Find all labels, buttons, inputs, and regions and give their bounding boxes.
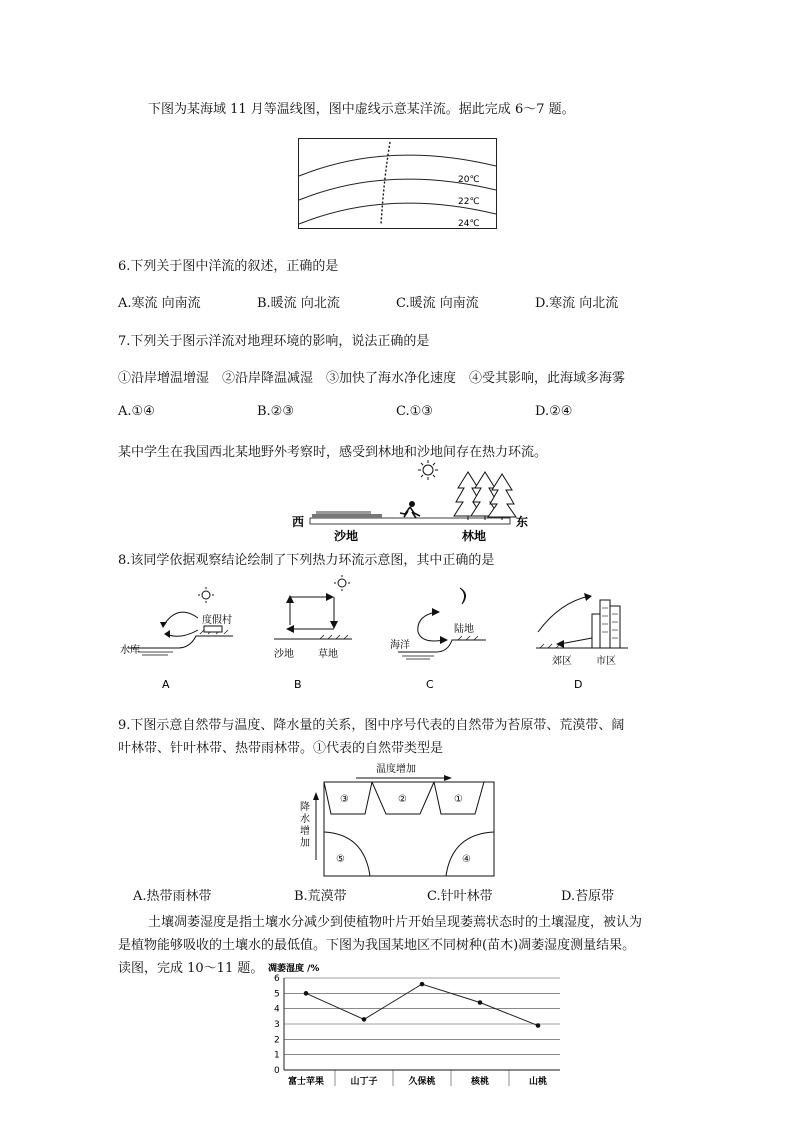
precip-label-4: 加 [300,838,310,849]
west-label: 西 [292,515,305,529]
east-label: 东 [516,515,529,529]
chart-ytick-label: 4 [274,1004,280,1015]
chart-data-point [536,1023,541,1028]
zone-3: ③ [340,794,349,805]
q9-option-b[interactable]: B.荒漠带 [294,889,347,904]
moon-icon [460,588,466,604]
q7-option-a[interactable]: A.①④ [118,404,155,419]
fig-a-right-label: 度假村 [202,615,232,626]
chart-ytick-label: 3 [274,1020,280,1030]
q9-option-d[interactable]: D.苔原带 [561,889,615,904]
sun-icon [418,460,438,480]
q6-option-a[interactable]: A.寒流 向南流 [118,296,201,311]
fig-b-letter: B [294,678,302,691]
chart-xtick-label: 山桃 [528,1077,548,1087]
fig-d-left-label: 郊区 [552,656,572,667]
q8-figure-d[interactable] [532,592,632,693]
fig-b-left-label: 沙地 [274,649,294,660]
fig-d-right-label: 市区 [596,656,616,667]
fig-c-left-label: 海洋 [390,640,410,651]
precip-label-1: 降 [300,802,310,813]
sand-label: 沙地 [334,529,359,543]
intro-paragraph-3-line-1: 土壤凋萎湿度是指土壤水分减少到使植物叶片开始呈现萎蔫状态时的土壤湿度，被认为 [148,915,643,930]
zone-5: ⑤ [336,854,345,865]
sun-icon [334,575,350,591]
q6-option-b[interactable]: B.暖流 向北流 [257,296,340,311]
chart-data-point [304,991,309,996]
q8-figure-c[interactable] [388,582,498,693]
chart-ylabel: 凋萎湿度 /% [268,964,320,974]
chart-data-point [362,1017,367,1022]
fig-c-right-label: 陆地 [454,624,474,635]
chart-ytick-label: 1 [274,1050,280,1061]
intro-paragraph-1: 下图为某海域 11 月等温线图，图中虚线示意某洋流。据此完成 6～7 题。 [148,102,575,117]
q6-stem: 6.下列关于图中洋流的叙述，正确的是 [118,259,339,274]
q7-option-b[interactable]: B.②③ [257,404,294,419]
q8-figure-b[interactable] [270,575,370,693]
q7-option-c[interactable]: C.①③ [396,404,433,419]
chart-xtick-label: 核桃 [470,1077,490,1087]
q9-stem-line-1: 9.下图示意自然带与温度、降水量的关系，图中序号代表的自然带为苔原带、荒漠带、阔 [118,718,625,733]
fig-a-letter: A [162,678,170,691]
fig-b-right-label: 草地 [318,649,338,660]
student-runner-icon [400,501,420,518]
forest-trees-icon [454,472,516,520]
zone-2: ② [398,794,407,805]
q7-statements: ①沿岸增温增湿 ②沿岸降温减湿 ③加快了海水净化速度 ④受其影响，此海域多海雾 [118,371,626,386]
isotherm-label-24: 24℃ [458,219,480,229]
chart-ytick-label: 6 [274,974,280,984]
sand-texture [312,511,382,518]
q7-stem: 7.下列关于图示洋流对地理环境的影响，说法正确的是 [118,334,430,349]
wilting-humidity-chart [260,958,570,1088]
precip-label-2: 水 [300,814,310,825]
fig-a-left-label: 水库 [120,645,140,656]
q9-option-a[interactable]: A.热带雨林带 [133,889,212,904]
temp-axis-label: 温度增加 [376,764,416,775]
q6-option-d[interactable]: D.寒流 向北流 [535,296,619,311]
chart-ytick-label: 2 [274,1035,280,1046]
natural-zones-figure [298,760,498,880]
q8-figure-a[interactable] [118,588,248,693]
intro-paragraph-3-line-3: 读图，完成 10～11 题。 [118,961,264,976]
chart-ytick-label: 0 [274,1066,280,1076]
zone-1: ① [454,794,463,805]
intro-paragraph-3-line-2: 是植物能够吸收的土壤水的最低值。下图为我国某地区不同树种(苗木)凋萎湿度测量结果。 [118,938,636,953]
sun-icon [198,587,214,603]
chart-data-point [478,1000,483,1005]
fig-d-letter: D [574,678,583,691]
q8-stem: 8.该同学依据观察结论绘制了下列热力环流示意图，其中正确的是 [118,553,495,568]
chart-xtick-label: 富士苹果 [287,1077,325,1087]
chart-data-point [420,982,425,987]
q9-option-c[interactable]: C.针叶林带 [427,889,493,904]
fig-c-letter: C [426,678,434,691]
q9-stem-line-2: 叶林带、针叶林带、热带雨林带。①代表的自然带类型是 [118,741,444,756]
isotherm-figure [298,138,498,230]
precip-label-3: 增 [300,826,310,837]
zone-4: ④ [462,854,471,865]
isotherm-label-20: 20℃ [458,175,480,185]
chart-ytick-label: 5 [274,989,280,1000]
forest-label: 林地 [462,529,487,543]
field-sketch-figure [290,460,550,542]
chart-series-line [306,984,538,1025]
q7-option-d[interactable]: D.②④ [535,404,573,419]
chart-xtick-label: 山丁子 [350,1077,378,1087]
intro-paragraph-2: 某中学生在我国西北某地野外考察时，感受到林地和沙地间存在热力环流。 [118,445,548,460]
q6-option-c[interactable]: C.暖流 向南流 [396,296,479,311]
chart-xtick-label: 久保桃 [408,1077,436,1087]
isotherm-label-22: 22℃ [458,197,480,207]
